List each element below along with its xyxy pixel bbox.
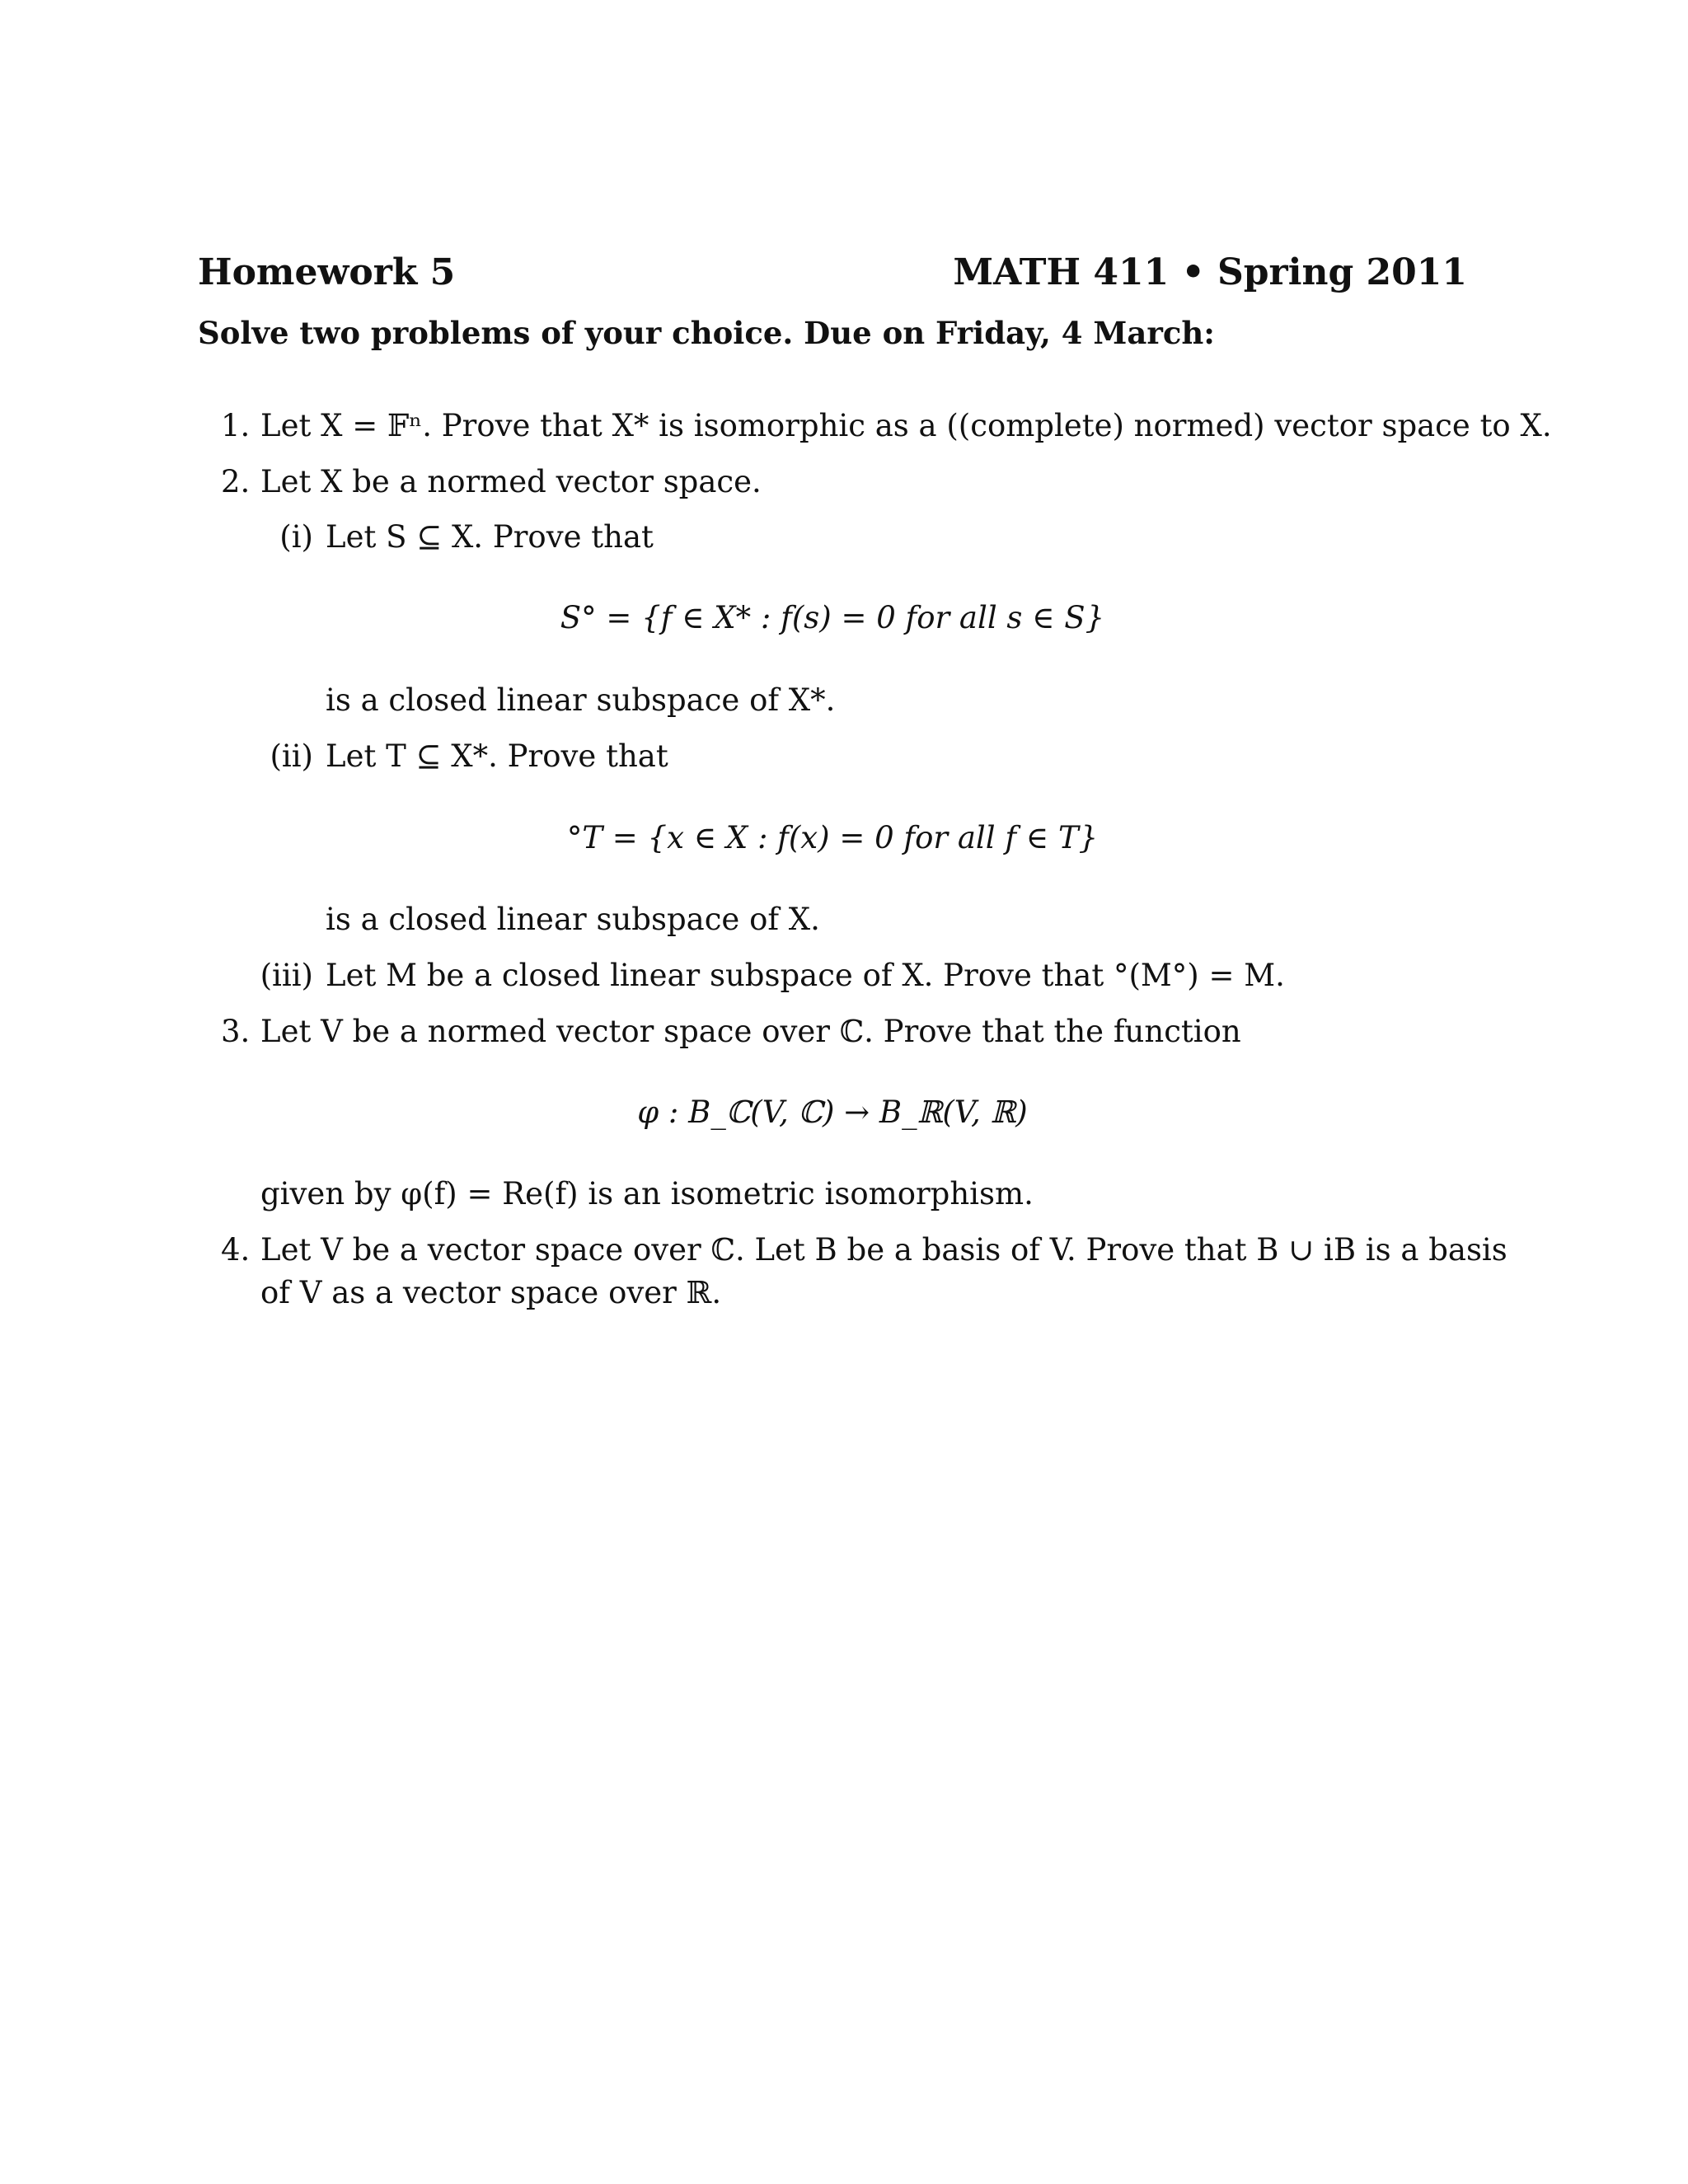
display-equation-t-preannihilator: °T = {x ∈ X : f(x) = 0 for all f ∈ T} bbox=[566, 820, 1099, 855]
problem-number: 3. bbox=[221, 1014, 251, 1049]
problem-number: 1. bbox=[221, 408, 251, 443]
course-info: MATH 411 • Spring 2011 bbox=[953, 251, 1467, 293]
part-text: Let M be a closed linear subspace of X. Prove that °(M°) = M. bbox=[326, 958, 1285, 993]
problem-text: Let X = 𝔽ⁿ. Prove that X* is isomorphic as a ((complete) normed) vector space to X. bbox=[260, 408, 1552, 443]
problem-4-continuation: of V as a vector space over ℝ. bbox=[260, 1275, 722, 1310]
part-label: (iii) bbox=[260, 958, 313, 993]
part-label: (i) bbox=[279, 519, 313, 555]
instruction-text: Solve two problems of your choice. Due on Friday, 4 March: bbox=[198, 315, 1215, 351]
problem-text: Let X be a normed vector space. bbox=[260, 464, 762, 499]
problem-number: 2. bbox=[221, 464, 251, 499]
problem-3-conclusion: given by φ(f) = Re(f) is an isometric isomorphism. bbox=[260, 1176, 1034, 1212]
display-equation-s-annihilator: S° = {f ∈ X* : f(s) = 0 for all s ∈ S} bbox=[560, 600, 1105, 635]
part-label: (ii) bbox=[270, 738, 313, 774]
part-text: Let S ⊆ X. Prove that bbox=[326, 519, 654, 555]
homework-title: Homework 5 bbox=[198, 251, 456, 293]
page-header bbox=[198, 251, 1467, 301]
part-text: Let T ⊆ X*. Prove that bbox=[326, 738, 668, 774]
problem-text: Let V be a vector space over ℂ. Let B be a basis of V. Prove that B ∪ iB is a basis bbox=[260, 1232, 1507, 1268]
problem-number: 4. bbox=[221, 1232, 251, 1268]
part-i-conclusion: is a closed linear subspace of X*. bbox=[326, 682, 836, 718]
part-ii-conclusion: is a closed linear subspace of X. bbox=[326, 902, 820, 937]
display-equation-phi-map: φ : B_ℂ(V, ℂ) → B_ℝ(V, ℝ) bbox=[637, 1094, 1028, 1130]
problem-text: Let V be a normed vector space over ℂ. Prove that the function bbox=[260, 1014, 1241, 1049]
